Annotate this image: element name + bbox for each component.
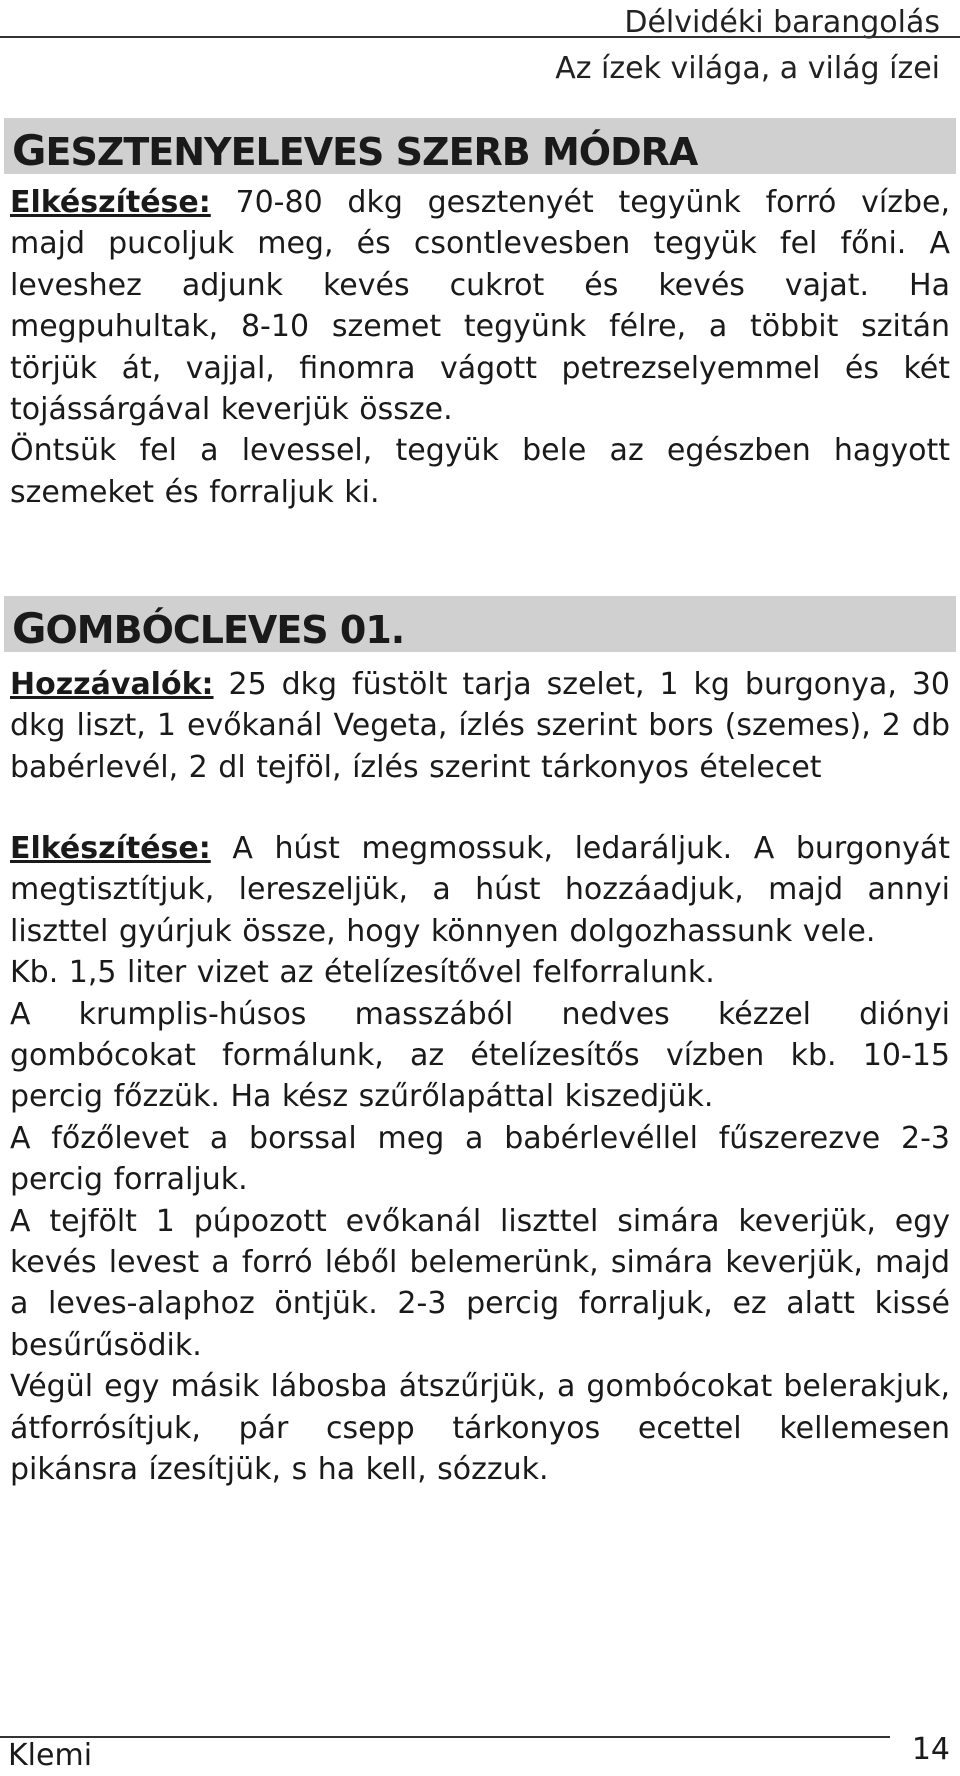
- footer-author: Klemi: [8, 1738, 93, 1773]
- ingredients-text: 25 dkg füstölt tarja szelet, 1 kg burgonya, 30 dkg liszt, 1 evőkanál Vegeta, ízlés szerint bors (szemes), 2 db babérlevél, 2 dl tejföl, ízlés szerint tárkonyos ételecet: [10, 667, 950, 785]
- recipe2-step-boil: Kb. 1,5 liter vizet az ételízesítővel felforralunk.: [10, 955, 715, 991]
- page-number: 14: [911, 1732, 950, 1767]
- header-book-title: Délvidéki barangolás: [624, 5, 940, 40]
- header-divider: [0, 36, 960, 38]
- recipe1-prep-paragraph-2: Öntsük fel a levessel, tegyük bele az egészben hagyott szemeket és forraljuk ki.: [10, 433, 950, 510]
- recipe1-prep-paragraph: [10, 182, 950, 430]
- title-rest: OMBÓCLEVES 01.: [45, 608, 405, 652]
- ingredients-paragraph: [10, 664, 950, 788]
- recipe-title-gomboccleves: [12, 604, 404, 653]
- title-initial: G: [12, 126, 46, 175]
- prep-label: Elkészítése:: [10, 185, 211, 220]
- recipe2-step-broth: A főzőlevet a borssal meg a babérlevéllel fűszerezve 2-3 percig forraljuk.: [10, 1120, 950, 1198]
- title-rest: ESZTENYELEVES SZERB MÓDRA: [45, 130, 698, 174]
- recipe2-prep-paragraph: [10, 828, 950, 952]
- footer-divider: [0, 1736, 890, 1738]
- prep-label: Elkészítése:: [10, 831, 211, 866]
- ingredients-label: Hozzávalók:: [10, 667, 214, 702]
- recipe-title-gesztenyeleves: [12, 126, 697, 175]
- page-header: [0, 0, 960, 92]
- recipe2-step-sourcream: A tejfölt 1 púpozott evőkanál liszttel simára keverjük, egy kevés levest a forró léből belemerünk, simára keverjük, majd a leves-alaphoz öntjük. 2-3 percig forraljuk, ez alatt kissé besűrűsödik.: [10, 1203, 950, 1363]
- recipe-title-bar-gesztenyeleves: [4, 118, 956, 174]
- recipe2-step-dumplings: A krumplis-húsos masszából nedves kézzel diónyi gombócokat formálunk, az ételízesítős vízben kb. 10-15 percig főzzük. Ha kész szűrőlapáttal kiszedjük.: [10, 996, 950, 1115]
- recipe2-step-finish: Végül egy másik lábosba átszűrjük, a gombócokat belerakjuk, átforrósítjuk, pár csepp tárkonyos ecettel kellemesen pikánsra ízesítjük, s ha kell, sózzuk.: [10, 1369, 950, 1488]
- recipe2-preparation: [10, 828, 950, 1491]
- prep-text: A húst megmossuk, ledaráljuk. A burgonyát megtisztítjuk, lereszeljük, a húst hozzáadjuk, majd annyi liszttel gyúrjuk össze, hogy könnyen dolgozhassunk vele.: [10, 831, 950, 949]
- prep-text: 70-80 dkg gesztenyét tegyünk forró vízbe, majd pucoljuk meg, és csontlevesben tegyük fel főni. A leveshez adjunk kevés cukrot és kevés vajat. Ha megpuhultak, 8-10 szemet tegyünk félre, a többit szitán törjük át, vajjal, finomra vágott petrezselyemmel és két tojássárgával keverjük össze.: [10, 185, 950, 428]
- recipe1-preparation: [10, 182, 950, 513]
- recipe2-ingredients: [10, 664, 950, 788]
- title-initial: G: [12, 604, 46, 653]
- recipe-title-bar-gomboccleves: [4, 596, 956, 652]
- header-subtitle: Az ízek világa, a világ ízei: [555, 51, 940, 86]
